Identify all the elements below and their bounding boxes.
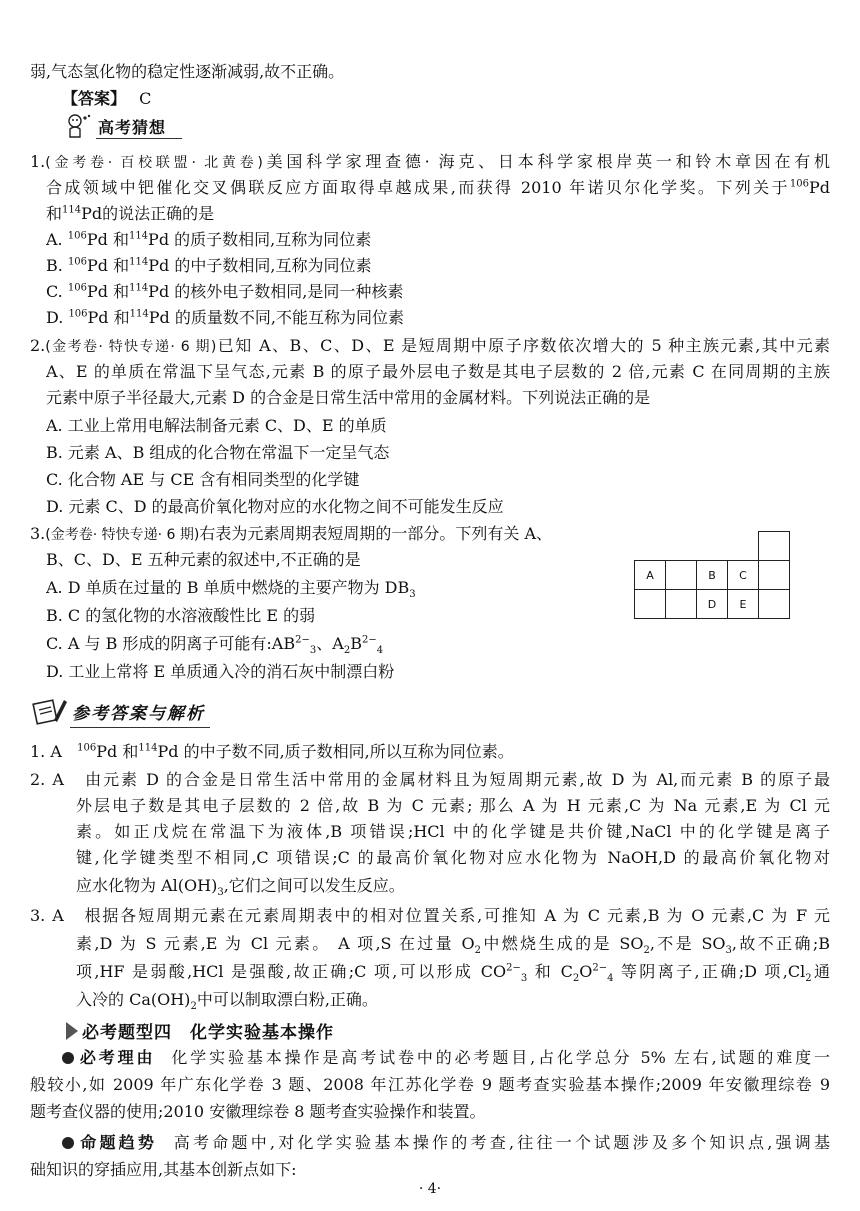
- section-header-gaokao-caixiang: [66, 113, 166, 139]
- option-a: A. $^{106}$Pd 和$^{114}$Pd 的质子数相同,互称为同位素: [46, 230, 372, 249]
- text-line: A、E 的单质在常温下呈气态,元素 B 的原子最外层电子数是其电子层数的 2 倍,元素 C 在同周期的主族: [46, 362, 830, 381]
- answer-1: 1. A $^{106}$Pd 和$^{114}$Pd 的中子数不同,质子数相同,所以互称为同位素。: [30, 742, 514, 761]
- section-title: 高考猜想: [98, 117, 167, 137]
- table-cell: [666, 532, 697, 561]
- table-cell: [697, 532, 728, 561]
- reason-paragraph: 必考理由 化学实验基本操作是高考试卷中的必考题目,占化学总分 5% 左右,试题的难度一: [62, 1048, 830, 1068]
- divider: [96, 138, 182, 139]
- answer-3: 3. A 根据各短周期元素在元素周期表中的相对位置关系,可推知 A 为 C 元素,B 为 O 元素,C 为 F 元: [30, 906, 830, 925]
- table-cell: A: [635, 561, 666, 590]
- option-b: B. $^{106}$Pd 和$^{114}$Pd 的中子数相同,互称为同位素: [46, 256, 372, 275]
- periodic-table-fragment: [634, 531, 790, 619]
- option-c: C. $^{106}$Pd 和$^{114}$Pd 的核外电子数相同,是同一种核素: [46, 282, 404, 301]
- option-d: D. 元素 C、D 的最高价氧化物对应的水化物之间不可能发生反应: [46, 497, 504, 516]
- table-cell: C: [728, 561, 759, 590]
- table-cell: [666, 561, 697, 590]
- page-number: · 4·: [418, 1181, 442, 1197]
- text-line: 外层电子数是其电子层数的 2 倍,故 B 为 C 元素; 那么 A 为 H 元素,C 为 Na 元素,E 为 Cl 元: [76, 796, 830, 815]
- question-3: 3.(金考卷· 特快专递· 6 期)右表为元素周期表短周期的一部分。下列有关 A、: [30, 524, 553, 543]
- text-line: 础知识的穿插应用,其基本创新点如下:: [30, 1160, 297, 1179]
- thinking-figure-icon: [66, 113, 94, 139]
- section-header-answers: [32, 696, 205, 726]
- option-b: B. 元素 A、B 组成的化合物在常温下一定呈气态: [46, 443, 390, 462]
- option-d: D. 工业上常将 E 单质通入冷的消石灰中制漂白粉: [46, 662, 395, 681]
- answer-value: C: [139, 89, 152, 108]
- text-line: 入冷的 $Ca(OH)_2$中可以制取漂白粉,正确。: [76, 990, 378, 1010]
- pen-notebook-icon: [32, 696, 68, 726]
- question-2: 2.(金考卷· 特快专递· 6 期)已知 A、B、C、D、E 是短周期中原子序数依次增大的 5 种主族元素,其中元素: [30, 336, 830, 355]
- table-cell: [759, 590, 790, 619]
- table-cell: B: [697, 561, 728, 590]
- bullet-icon: [62, 1052, 74, 1064]
- table-cell: [759, 561, 790, 590]
- table-cell: [728, 532, 759, 561]
- text-line: 应水化物为 $Al(OH)_3$,它们之间可以发生反应。: [76, 876, 405, 896]
- section-title: 必考题型四 化学实验基本操作: [82, 1023, 334, 1043]
- question-1: 1.(金考卷· 百校联盟· 北黄卷)美国科学家理查德· 海克、日本科学家根岸英一和铃木章因在有机: [30, 152, 830, 171]
- table-cell: D: [697, 590, 728, 619]
- option-a: A. D 单质在过量的 B 单质中燃烧的主要产物为 $DB_3$: [46, 578, 416, 598]
- text-line: 项,HF 是弱酸,HCl 是强酸,故正确;C 项,可以形成 $CO^{2-}_3$ 和 $C_2O^{2-}_4$ 等阴离子,正确;D 项$,Cl_2$通: [76, 962, 830, 982]
- answer-line: [62, 89, 830, 109]
- text-line: 素。如正戊烷在常温下为液体,B 项错误;HCl 中的化学键是共价键,NaCl 中的化学键是离子: [76, 822, 830, 841]
- text-line: 般较小,如 2009 年广东化学卷 3 题、2008 年江苏化学卷 9 题考查实验基本操作;2009 年安徽理综卷 9: [30, 1075, 830, 1094]
- table-cell: E: [728, 590, 759, 619]
- option-b: B. C 的氢化物的水溶液酸性比 E 的弱: [46, 606, 316, 625]
- text-line: 题考查仪器的使用;2010 安徽理综卷 8 题考查实验操作和装置。: [30, 1102, 486, 1121]
- text-line: 弱,气态氢化物的稳定性逐渐减弱,故不正确。: [30, 62, 345, 81]
- table-cell: [635, 532, 666, 561]
- bullet-icon: [62, 1137, 74, 1149]
- table-cell: [635, 590, 666, 619]
- option-c: C. 化合物 AE 与 CE 含有相同类型的化学键: [46, 470, 360, 489]
- trend-paragraph: 命题趋势 高考命题中,对化学实验基本操作的考查,往往一个试题涉及多个知识点,强调基: [62, 1133, 830, 1153]
- table-cell: [759, 532, 790, 561]
- text-line: 合成领域中钯催化交叉偶联反应方面取得卓越成果,而获得 2010 年诺贝尔化学奖。下列关于$^{106}$Pd: [46, 178, 830, 197]
- answer-2: 2. A 由元素 D 的合金是日常生活中常用的金属材料且为短周期元素,故 D 为 Al,而元素 B 的原子最: [30, 770, 830, 789]
- option-c: C. A 与 B 形成的阴离子可能有$:AB^{2-}_3$、$A_2B^{2-}_4$: [46, 634, 384, 654]
- text-line: 素,D 为 S 元素,E 为 Cl 元素。 A 项,S 在过量 $O_2$中燃烧生成的是 $SO_2$,不是 $SO_3$,故不正确;B: [76, 934, 830, 954]
- table-cell: [666, 590, 697, 619]
- option-d: D. $^{106}$Pd 和$^{114}$Pd 的质量数不同,不能互称为同位素: [46, 308, 404, 327]
- divider: [70, 727, 210, 728]
- text-line: 和$^{114}$Pd的说法正确的是: [46, 204, 215, 223]
- triangle-marker-icon: [66, 1022, 78, 1040]
- answer-label: 【答案】: [62, 89, 127, 108]
- text-line: B、C、D、E 五种元素的叙述中,不正确的是: [46, 550, 361, 569]
- section-header-experiment: [66, 1018, 334, 1043]
- text-line: 键,化学键类型不相同,C 项错误;C 的最高价氧化物对应水化物为 NaOH,D 的最高价氧化物对: [76, 848, 830, 867]
- option-a: A. 工业上常用电解法制备元素 C、D、E 的单质: [46, 416, 387, 435]
- section-title: 参考答案与解析: [72, 703, 205, 724]
- text-line: 元素中原子半径最大,元素 D 的合金是日常生活中常用的金属材料。下列说法正确的是: [46, 388, 651, 407]
